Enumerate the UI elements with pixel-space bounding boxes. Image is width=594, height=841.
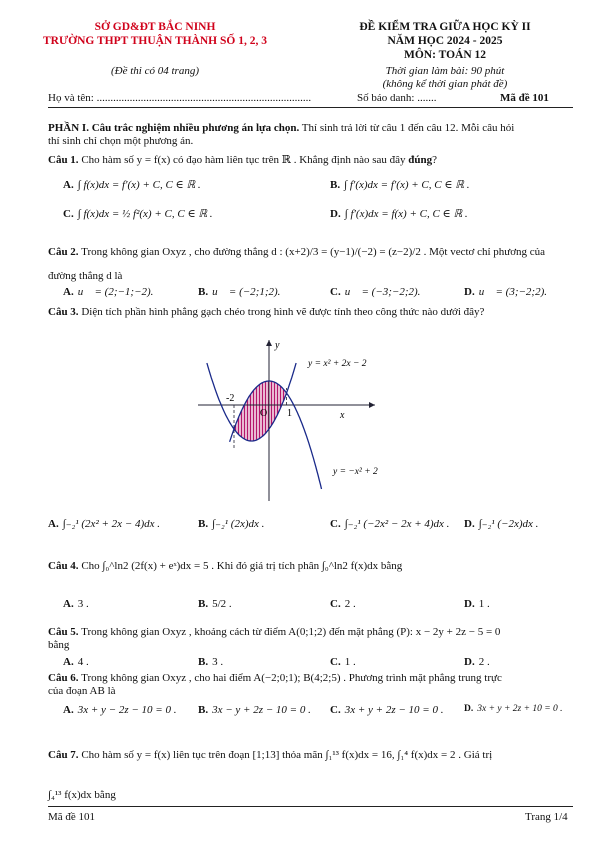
name-field: Họ và tên: ..............................................................................: [48, 92, 312, 104]
subject: MÔN: TOÁN 12: [404, 49, 486, 61]
q5-option-d[interactable]: D. 2 .: [464, 656, 490, 668]
q4-option-a-text: 3 .: [77, 598, 89, 610]
tick-label-1: 1: [287, 408, 292, 419]
q4-option-d[interactable]: D. 1 .: [464, 598, 490, 610]
q5-option-c[interactable]: C. 1 .: [330, 656, 356, 668]
q3-option-b-text: ∫₋₂¹ (2x)dx .: [212, 518, 265, 530]
q4-option-c[interactable]: C. 2 .: [330, 598, 356, 610]
exam-code: Mã đề 101: [500, 92, 549, 104]
y-axis-arrow: [266, 340, 272, 346]
q2-option-d-text: u⃗ = (3;−2;2).: [478, 286, 548, 298]
exam-time-note: (không kể thời gian phát đề): [382, 78, 508, 90]
question-1-emphasis: đúng: [408, 154, 433, 166]
q3-option-d-text: ∫₋₂¹ (−2x)dx .: [478, 518, 539, 530]
question-2-text: Trong không gian Oxyz , cho đường thẳng d : (x+2)/3 = (y−1)/(−2) = (z−2)/2 . Một vectơ chỉ phương của: [78, 246, 546, 258]
q6-option-b-text: 3x − y + 2z − 10 = 0 .: [212, 704, 311, 716]
q3-option-a-text: ∫₋₂¹ (2x² + 2x − 4)dx .: [62, 518, 161, 530]
exam-title: ĐỀ KIỂM TRA GIỮA HỌC KỲ II: [359, 21, 531, 33]
question-6-text2: của đoạn AB là: [48, 685, 116, 697]
footer-divider: [48, 806, 573, 807]
q1-option-b-text: ∫ f′(x)dx = f′(x) + C, C ∈ ℝ .: [344, 179, 470, 191]
q5-option-b-text: 3 .: [212, 656, 224, 668]
question-4-label: Câu 4.: [48, 560, 79, 572]
x-axis-label: x: [340, 410, 345, 421]
tick-label-minus-2: -2: [226, 393, 235, 404]
parabola-graph: [180, 336, 380, 506]
origin-label: O: [260, 408, 268, 419]
curve-label-upward: y = x² + 2x − 2: [308, 359, 367, 369]
school-year: NĂM HỌC 2024 - 2025: [387, 35, 503, 47]
footer-exam-code: Mã đề 101: [48, 811, 96, 823]
part1-title: PHẦN I. Câu trắc nghiệm nhiều phương án lựa chọn.: [48, 122, 300, 134]
curve-label-downward: y = −x² + 2: [333, 467, 378, 477]
question-3-text: Diện tích phần hình phẳng gạch chéo trong hình vẽ được tính theo công thức nào dưới đây?: [78, 306, 485, 318]
question-5-text: Trong không gian Oxyz , khoảng cách từ điểm A(0;1;2) đến mặt phẳng (P): x − 2y + 2z − 5 = 0: [78, 626, 501, 638]
q6-option-c-text: 3x + y + 2z − 10 = 0 .: [344, 704, 444, 716]
school-name: TRƯỜNG THPT THUẬN THÀNH SỐ 1, 2, 3: [43, 35, 267, 47]
q4-option-d-text: 1 .: [478, 598, 490, 610]
dept-name: SỞ GD&ĐT BẮC NINH: [94, 21, 216, 33]
q1-option-d[interactable]: D. ∫ f′(x)dx = f(x) + C, C ∈ ℝ .: [330, 208, 468, 220]
q6-option-b[interactable]: B. 3x − y + 2z − 10 = 0 .: [198, 704, 311, 716]
question-1: [48, 154, 573, 167]
q4-option-b-text: 5/2 .: [212, 598, 232, 610]
q3-option-c-text: ∫₋₂¹ (−2x² − 2x + 4)dx .: [344, 518, 450, 530]
question-7: [48, 735, 573, 815]
question-6-text: Trong không gian Oxyz , cho hai điểm A(−2;0;1); B(4;2;5) . Phương trình mặt phẳng trung trực: [78, 672, 502, 684]
q6-option-d-text: 3x + y + 2z + 10 = 0 .: [477, 704, 563, 714]
q2-option-b[interactable]: B. u⃗ = (−2;1;2).: [198, 286, 281, 298]
question-2-label: Câu 2.: [48, 246, 79, 258]
q6-option-c[interactable]: C. 3x + y + 2z − 10 = 0 .: [330, 704, 444, 716]
q3-option-b[interactable]: B. ∫₋₂¹ (2x)dx .: [198, 518, 265, 530]
x-axis-arrow: [369, 402, 375, 408]
question-5-text2: bằng: [48, 639, 70, 651]
q5-option-a-text: 4 .: [77, 656, 89, 668]
question-1-text: Cho hàm số y = f(x) có đạo hàm liên tục trên ℝ . Khẳng định nào sau đây: [78, 154, 409, 166]
q3-option-a[interactable]: A. ∫₋₂¹ (2x² + 2x − 4)dx .: [48, 518, 161, 530]
q4-option-c-text: 2 .: [344, 598, 356, 610]
question-5: [48, 626, 573, 652]
candidate-number-field: Số báo danh: .......: [357, 92, 437, 104]
q4-option-b[interactable]: B. 5/2 .: [198, 598, 232, 610]
part1-intro: [48, 122, 573, 148]
q2-option-c-text: u⃗ = (−3;−2;2).: [344, 286, 421, 298]
question-5-label: Câu 5.: [48, 626, 79, 638]
q1-option-a[interactable]: A. ∫ f(x)dx = f′(x) + C, C ∈ ℝ .: [63, 179, 201, 191]
question-7-text: Cho hàm số y = f(x) liên tục trên đoạn [1;13] thỏa mãn ∫₁¹³ f(x)dx = 16, ∫₁⁴ f(x)dx = 2 . Giá trị: [78, 749, 493, 761]
q2-option-c[interactable]: C. u⃗ = (−3;−2;2).: [330, 286, 421, 298]
q4-option-a[interactable]: A. 3 .: [63, 598, 89, 610]
q1-option-a-text: ∫ f(x)dx = f′(x) + C, C ∈ ℝ .: [77, 179, 201, 191]
question-4: [48, 560, 573, 573]
q1-option-c-text: ∫ f(x)dx = ½ f²(x) + C, C ∈ ℝ .: [77, 208, 213, 220]
q6-option-a[interactable]: A. 3x + y − 2z − 10 = 0 .: [63, 704, 177, 716]
q6-option-a-text: 3x + y − 2z − 10 = 0 .: [77, 704, 177, 716]
y-axis-label: y: [275, 340, 280, 351]
exam-time: Thời gian làm bài: 90 phút: [385, 65, 505, 77]
q5-option-c-text: 1 .: [344, 656, 356, 668]
question-3-label: Câu 3.: [48, 306, 79, 318]
q1-option-d-text: ∫ f′(x)dx = f(x) + C, C ∈ ℝ .: [344, 208, 468, 220]
question-1-end: ?: [432, 154, 438, 166]
q2-option-a[interactable]: A. u⃗ = (2;−1;−2).: [63, 286, 154, 298]
q2-option-a-text: u⃗ = (2;−1;−2).: [77, 286, 154, 298]
question-1-label: Câu 1.: [48, 154, 79, 166]
q5-option-a[interactable]: A. 4 .: [63, 656, 89, 668]
question-6: [48, 672, 573, 698]
question-3: [48, 306, 573, 319]
pages-note: (Đề thi có 04 trang): [111, 65, 199, 77]
q6-option-d[interactable]: D. 3x + y + 2z + 10 = 0 .: [464, 704, 563, 714]
q5-option-b[interactable]: B. 3 .: [198, 656, 224, 668]
q2-option-b-text: u⃗ = (−2;1;2).: [212, 286, 281, 298]
question-2-text2: đường thẳng d là: [48, 270, 123, 282]
question-4-text: Cho ∫₀^ln2 (2f(x) + eˣ)dx = 5 . Khi đó giá trị tích phân ∫₀^ln2 f(x)dx bằng: [78, 560, 403, 572]
question-2: [48, 240, 573, 288]
q3-option-d[interactable]: D. ∫₋₂¹ (−2x)dx .: [464, 518, 539, 530]
question-6-label: Câu 6.: [48, 672, 79, 684]
q5-option-d-text: 2 .: [478, 656, 490, 668]
q1-option-c[interactable]: C. ∫ f(x)dx = ½ f²(x) + C, C ∈ ℝ .: [63, 208, 213, 220]
footer-page-number: Trang 1/4: [525, 811, 568, 823]
q2-option-d[interactable]: D. u⃗ = (3;−2;2).: [464, 286, 548, 298]
part1-desc: Thí sinh trả lời từ câu 1 đến câu 12. Mỗi câu hỏi: [299, 122, 515, 134]
q1-option-b[interactable]: B. ∫ f′(x)dx = f′(x) + C, C ∈ ℝ .: [330, 179, 470, 191]
q3-option-c[interactable]: C. ∫₋₂¹ (−2x² − 2x + 4)dx .: [330, 518, 450, 530]
question-7-label: Câu 7.: [48, 749, 79, 761]
question-7-text2: ∫₄¹³ f(x)dx bằng: [48, 789, 116, 801]
part1-desc2: thí sinh chỉ chọn một phương án.: [48, 135, 194, 147]
header-divider: [48, 107, 573, 108]
